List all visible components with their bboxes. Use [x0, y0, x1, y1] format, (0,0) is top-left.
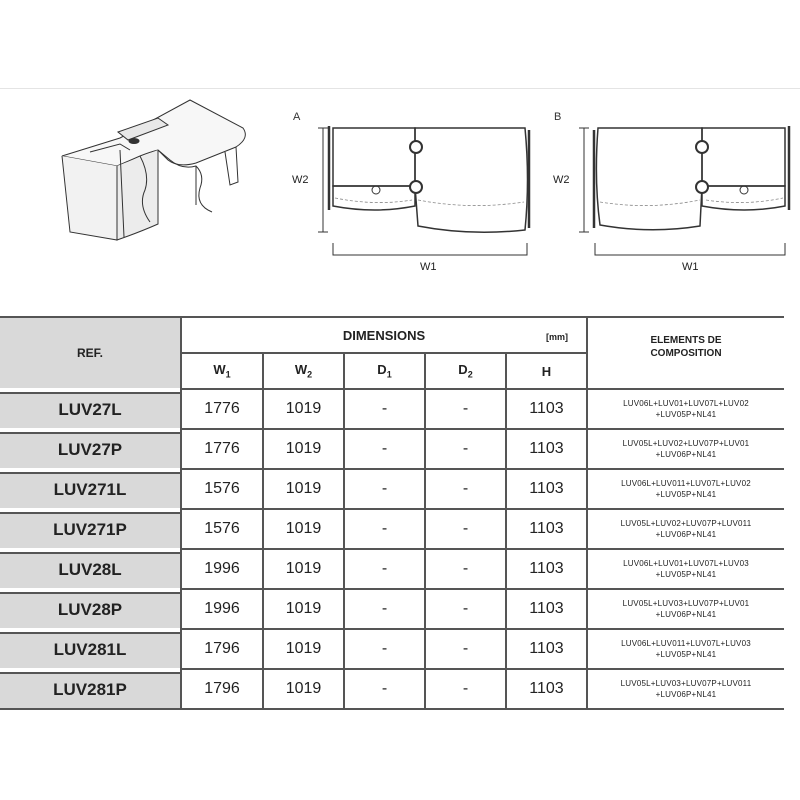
composition-line-2: +LUV05P+NL41: [655, 410, 717, 419]
composition-cell: [586, 548, 784, 588]
table-row: [0, 508, 784, 548]
d1-cell: -: [343, 428, 424, 468]
w1-cell: 1796: [180, 628, 262, 668]
h-cell: 1103: [505, 428, 586, 468]
d2-cell: -: [424, 508, 505, 548]
w1-cell: 1796: [180, 668, 262, 710]
desk-isometric-drawing: [62, 100, 245, 240]
composition-line-1: LUV05L+LUV03+LUV07P+LUV01: [622, 599, 750, 608]
h-cell: 1103: [505, 668, 586, 710]
composition-line-1: LUV05L+LUV02+LUV07P+LUV011: [620, 519, 752, 528]
composition-cell: [586, 628, 784, 668]
w2-cell: 1019: [262, 388, 343, 428]
dimensions-table: [0, 316, 784, 710]
table-row: [0, 588, 784, 628]
table-row: [0, 468, 784, 508]
composition-line-2: +LUV05P+NL41: [655, 570, 717, 579]
composition-cell: [586, 388, 784, 428]
composition-line-2: +LUV06P+NL41: [655, 450, 717, 459]
composition-line-1: LUV06L+LUV011+LUV07L+LUV03: [621, 639, 751, 648]
table-row: [0, 428, 784, 468]
composition-cell: [586, 508, 784, 548]
ref-header: REF.: [0, 316, 180, 388]
plan-b-w2-label: W2: [553, 174, 570, 186]
w2-cell: 1019: [262, 668, 343, 710]
w1-cell: 1996: [180, 588, 262, 628]
composition-line-2: +LUV05P+NL41: [655, 490, 717, 499]
h-cell: 1103: [505, 548, 586, 588]
table-body: [0, 388, 784, 710]
dimensions-title: DIMENSIONS: [342, 327, 426, 343]
composition-line-2: +LUV06P+NL41: [655, 530, 717, 539]
w2-cell: 1019: [262, 468, 343, 508]
plan-a-w1-label: W1: [420, 261, 437, 273]
column-header-subscript: 2: [307, 369, 313, 380]
column-header-w1: [180, 352, 262, 388]
ref-cell: LUV28L: [0, 548, 180, 588]
plan-b-label: B: [554, 111, 562, 123]
ref-cell: LUV271P: [0, 508, 180, 548]
ref-cell: LUV27P: [0, 428, 180, 468]
w2-cell: 1019: [262, 628, 343, 668]
column-header-d1: [343, 352, 424, 388]
column-header-base: D: [377, 362, 387, 378]
w2-cell: 1019: [262, 508, 343, 548]
d1-cell: -: [343, 588, 424, 628]
d1-cell: -: [343, 668, 424, 710]
composition-line-1: LUV05L+LUV03+LUV07P+LUV011: [620, 679, 752, 688]
plan-b-w1-label: W1: [682, 261, 699, 273]
ref-cell: LUV281P: [0, 668, 180, 710]
d1-cell: -: [343, 388, 424, 428]
composition-line-1: LUV06L+LUV01+LUV07L+LUV03: [623, 559, 749, 568]
column-header-base: D: [458, 362, 468, 378]
column-header-subscript: 1: [225, 369, 231, 380]
column-header-base: W: [213, 362, 226, 378]
w1-cell: 1996: [180, 548, 262, 588]
column-header-base: W: [294, 362, 308, 378]
composition-cell: [586, 468, 784, 508]
column-header-subscript: 2: [467, 369, 473, 380]
table-row: [0, 388, 784, 428]
composition-cell: [586, 668, 784, 710]
ref-cell: LUV281L: [0, 628, 180, 668]
composition-cell: [586, 588, 784, 628]
column-header-subscript: 1: [386, 369, 392, 380]
unit-label: [mm]: [546, 332, 568, 342]
composition-line-1: LUV06L+LUV011+LUV07L+LUV02: [621, 479, 751, 488]
d1-cell: -: [343, 548, 424, 588]
w1-cell: 1576: [180, 468, 262, 508]
table-row: [0, 668, 784, 710]
composition-header: [586, 316, 784, 388]
h-cell: 1103: [505, 508, 586, 548]
w2-cell: 1019: [262, 588, 343, 628]
d1-cell: -: [343, 628, 424, 668]
composition-title: ELEMENTS DE COMPOSITION: [650, 335, 722, 359]
ref-cell: LUV27L: [0, 388, 180, 428]
d2-cell: -: [424, 588, 505, 628]
table-row: [0, 548, 784, 588]
h-cell: 1103: [505, 388, 586, 428]
w2-cell: 1019: [262, 428, 343, 468]
plan-b-drawing: [553, 111, 789, 273]
d2-cell: -: [424, 548, 505, 588]
column-header-base: H: [541, 363, 552, 379]
plan-a-w2-label: W2: [292, 174, 309, 186]
composition-cell: [586, 428, 784, 468]
h-cell: 1103: [505, 588, 586, 628]
ref-cell: LUV28P: [0, 588, 180, 628]
composition-line-1: LUV05L+LUV02+LUV07P+LUV01: [622, 439, 750, 448]
d1-cell: -: [343, 508, 424, 548]
w1-cell: 1776: [180, 428, 262, 468]
plan-a-drawing: [292, 111, 529, 273]
ref-cell: LUV271L: [0, 468, 180, 508]
h-cell: 1103: [505, 468, 586, 508]
composition-line-1: LUV06L+LUV01+LUV07L+LUV02: [623, 399, 749, 408]
dimensions-header: [180, 316, 586, 352]
d1-cell: -: [343, 468, 424, 508]
product-drawings: [0, 0, 800, 300]
d2-cell: -: [424, 388, 505, 428]
composition-line-2: +LUV06P+NL41: [655, 610, 717, 619]
d2-cell: -: [424, 628, 505, 668]
w1-cell: 1776: [180, 388, 262, 428]
table-row: [0, 628, 784, 668]
composition-line-2: +LUV05P+NL41: [655, 650, 717, 659]
d2-cell: -: [424, 428, 505, 468]
d2-cell: -: [424, 668, 505, 710]
w1-cell: 1576: [180, 508, 262, 548]
d2-cell: -: [424, 468, 505, 508]
composition-line-2: +LUV06P+NL41: [655, 690, 717, 699]
w2-cell: 1019: [262, 548, 343, 588]
column-header-d2: [424, 352, 505, 388]
column-header-w2: [262, 352, 343, 388]
h-cell: 1103: [505, 628, 586, 668]
plan-a-label: A: [293, 111, 301, 123]
column-header-h: [505, 352, 586, 388]
